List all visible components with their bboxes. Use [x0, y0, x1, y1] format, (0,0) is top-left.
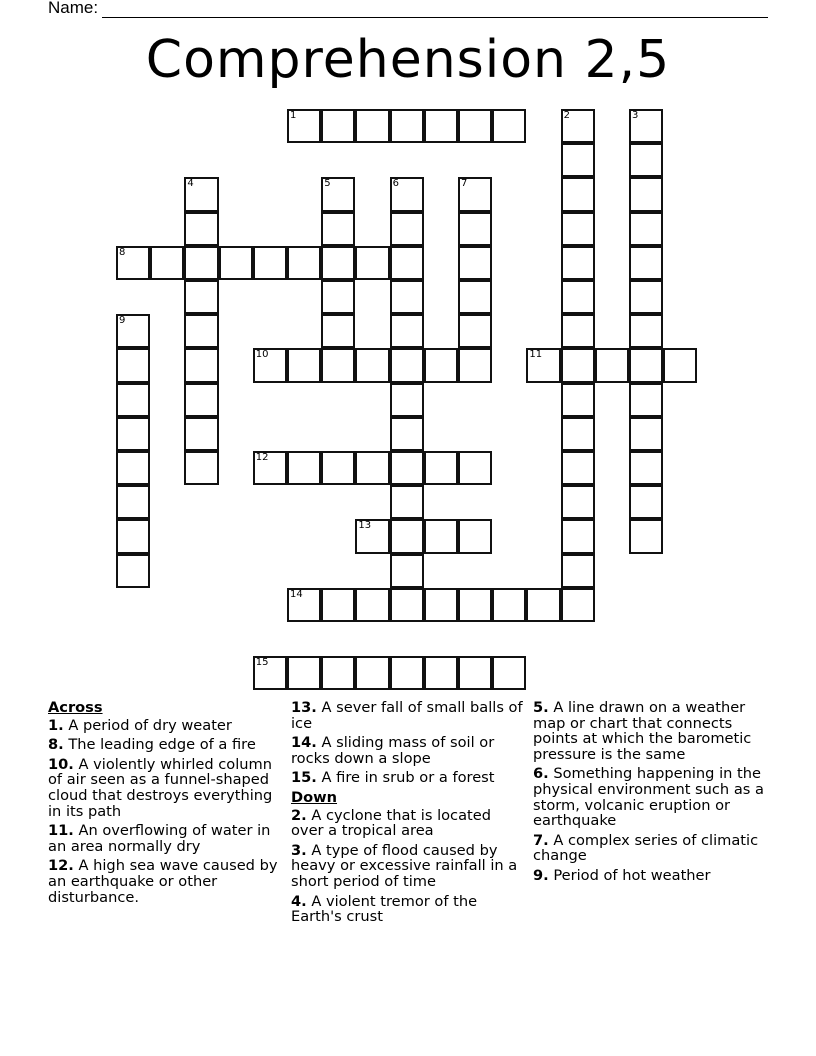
crossword-cell[interactable] — [424, 656, 458, 690]
crossword-cell[interactable] — [390, 417, 424, 451]
crossword-cell[interactable] — [595, 348, 629, 382]
crossword-cell[interactable] — [561, 588, 595, 622]
crossword-cell[interactable] — [321, 451, 355, 485]
crossword-cell[interactable] — [321, 588, 355, 622]
clue-number: 13 — [358, 520, 372, 532]
crossword-cell[interactable] — [355, 348, 389, 382]
crossword-cell[interactable] — [561, 451, 595, 485]
crossword-cell[interactable] — [629, 451, 663, 485]
clue-number: 10 — [255, 349, 269, 361]
crossword-cell[interactable] — [561, 177, 595, 211]
crossword-cell[interactable] — [561, 143, 595, 177]
crossword-cell[interactable] — [561, 109, 595, 143]
crossword-cell[interactable] — [492, 588, 526, 622]
clue-down-7: 7. A complex series of climatic change — [533, 831, 759, 865]
crossword-cell[interactable] — [253, 656, 287, 690]
crossword-cell[interactable] — [458, 519, 492, 553]
crossword-cell[interactable] — [355, 656, 389, 690]
crossword-cell[interactable] — [458, 588, 492, 622]
crossword-cell[interactable] — [390, 383, 424, 417]
crossword-cell[interactable] — [629, 109, 663, 143]
crossword-cell[interactable] — [561, 383, 595, 417]
crossword-cell[interactable] — [116, 314, 150, 348]
clue-number: 2 — [563, 110, 570, 121]
crossword-cell[interactable] — [116, 348, 150, 382]
across-heading: Across — [48, 699, 103, 716]
crossword-cell[interactable] — [390, 109, 424, 143]
crossword-cell[interactable] — [287, 656, 321, 690]
crossword-cell[interactable] — [287, 246, 321, 280]
crossword-cell[interactable] — [116, 519, 150, 553]
crossword-cell[interactable] — [663, 348, 697, 382]
crossword-cell[interactable] — [561, 212, 595, 246]
crossword-cell[interactable] — [458, 656, 492, 690]
crossword-cell[interactable] — [355, 451, 389, 485]
clue-number: 1 — [290, 110, 297, 121]
clues-column-1 — [48, 700, 283, 909]
clues-column-3 — [533, 700, 773, 888]
crossword-cell[interactable] — [321, 656, 355, 690]
clue-number: 7 — [461, 178, 468, 190]
clue-number: 3 — [632, 110, 639, 121]
crossword-cell[interactable] — [424, 348, 458, 382]
crossword-cell[interactable] — [424, 519, 458, 553]
clue-across-12: 12. A high sea wave caused by an earthquake or other disturbance. — [48, 857, 278, 906]
clue-down-6: 6. Something happening in the physical environment such as a storm, volcanic eruption or earthquake — [533, 765, 764, 830]
crossword-cell[interactable] — [287, 348, 321, 382]
crossword-cell[interactable] — [116, 451, 150, 485]
crossword-cell[interactable] — [355, 588, 389, 622]
crossword-cell[interactable] — [561, 246, 595, 280]
crossword-cell[interactable] — [321, 348, 355, 382]
crossword-cell[interactable] — [424, 109, 458, 143]
crossword-cell[interactable] — [561, 348, 595, 382]
crossword-cell[interactable] — [629, 383, 663, 417]
page-title: Comprehension 2,5 — [145, 30, 671, 90]
crossword-cell[interactable] — [150, 246, 184, 280]
clue-across-15: 15. A fire in srub or a forest — [291, 769, 495, 787]
clue-number: 15 — [255, 657, 269, 669]
clue-across-13: 13. A sever fall of small balls of ice — [291, 699, 523, 732]
crossword-cell[interactable] — [561, 314, 595, 348]
crossword-cell[interactable] — [321, 177, 355, 211]
crossword-cell[interactable] — [526, 588, 560, 622]
crossword-cell[interactable] — [458, 177, 492, 211]
clue-number: 8 — [119, 246, 126, 258]
clue-across-14: 14. A sliding mass of soil or rocks down a slope — [291, 734, 495, 767]
crossword-cell[interactable] — [253, 451, 287, 485]
crossword-cell[interactable] — [526, 348, 560, 382]
clue-down-5: 5. A line drawn on a weather map or chart that connects points at which the barometic pressure is the same — [533, 699, 752, 763]
clue-number: 14 — [290, 588, 303, 600]
crossword-cell[interactable] — [184, 348, 218, 382]
clue-number: 5 — [324, 178, 331, 190]
crossword-cell[interactable] — [116, 417, 150, 451]
crossword-cell[interactable] — [629, 212, 663, 246]
crossword-cell[interactable] — [184, 212, 218, 246]
crossword-cell[interactable] — [561, 417, 595, 451]
crossword-cell[interactable] — [219, 246, 253, 280]
crossword-cell[interactable] — [492, 109, 526, 143]
crossword-cell[interactable] — [184, 280, 218, 314]
crossword-cell[interactable] — [287, 588, 321, 622]
crossword-cell[interactable] — [321, 246, 355, 280]
crossword-cell[interactable] — [390, 212, 424, 246]
crossword-cell[interactable] — [355, 246, 389, 280]
crossword-cell[interactable] — [116, 554, 150, 588]
crossword-cell[interactable] — [390, 554, 424, 588]
crossword-cell[interactable] — [184, 314, 218, 348]
crossword-cell[interactable] — [390, 177, 424, 211]
crossword-cell[interactable] — [390, 314, 424, 348]
clue-across-10: 10. A violently whirled column of air seen as a funnel-shaped cloud that destroys everything in its path — [48, 755, 273, 820]
clue-number: 6 — [392, 178, 399, 190]
crossword-cell[interactable] — [629, 280, 663, 314]
crossword-cell[interactable] — [629, 143, 663, 177]
crossword-cell[interactable] — [321, 280, 355, 314]
crossword-cell[interactable] — [629, 177, 663, 211]
crossword-cell[interactable] — [424, 588, 458, 622]
crossword-cell[interactable] — [355, 519, 389, 553]
crossword-cell[interactable] — [390, 588, 424, 622]
crossword-cell[interactable] — [629, 348, 663, 382]
crossword-cell[interactable] — [458, 348, 492, 382]
clues-column-2 — [291, 700, 526, 929]
crossword-cell[interactable] — [184, 246, 218, 280]
crossword-cell[interactable] — [116, 246, 150, 280]
clue-number: 9 — [119, 315, 126, 327]
down-heading: Down — [291, 788, 338, 806]
clue-down-3: 3. A type of flood caused by heavy or excessive rainfall in a short period of time — [291, 841, 518, 890]
clue-across-11: 11. An overflowing of water in an area normally dry — [48, 822, 271, 855]
crossword-cell[interactable] — [390, 246, 424, 280]
crossword-cell[interactable] — [629, 485, 663, 519]
clue-down-9: 9. Period of hot weather — [533, 866, 711, 884]
crossword-cell[interactable] — [458, 246, 492, 280]
crossword-cell[interactable] — [390, 519, 424, 553]
clue-number: 12 — [255, 452, 269, 463]
crossword-cell[interactable] — [492, 656, 526, 690]
crossword-cell[interactable] — [561, 485, 595, 519]
crossword-cell[interactable] — [629, 417, 663, 451]
crossword-cell[interactable] — [561, 280, 595, 314]
crossword-cell[interactable] — [184, 383, 218, 417]
crossword-cell[interactable] — [287, 109, 321, 143]
clue-across-8: 8. The leading edge of a fire — [48, 736, 256, 754]
crossword-cell[interactable] — [390, 280, 424, 314]
crossword-cell[interactable] — [184, 177, 218, 211]
crossword-cell[interactable] — [629, 519, 663, 553]
crossword-cell[interactable] — [253, 348, 287, 382]
crossword-cell[interactable] — [390, 348, 424, 382]
name-label: Name: — [48, 0, 99, 17]
crossword-cell[interactable] — [629, 246, 663, 280]
crossword-cell[interactable] — [116, 383, 150, 417]
clue-number: 11 — [529, 349, 543, 361]
crossword-cell[interactable] — [458, 314, 492, 348]
clue-across-1: 1. A period of dry weater — [48, 716, 232, 734]
crossword-cell[interactable] — [561, 519, 595, 553]
crossword-cell[interactable] — [424, 451, 458, 485]
crossword-cell[interactable] — [287, 451, 321, 485]
clue-down-2: 2. A cyclone that is located over a tropical area — [291, 806, 491, 840]
crossword-cell[interactable] — [253, 246, 287, 280]
crossword-cell[interactable] — [321, 212, 355, 246]
crossword-cell[interactable] — [184, 417, 218, 451]
crossword-cell[interactable] — [561, 554, 595, 588]
crossword-cell[interactable] — [458, 109, 492, 143]
clue-number: 4 — [187, 178, 194, 190]
crossword-cell[interactable] — [184, 451, 218, 485]
crossword-cell[interactable] — [116, 485, 150, 519]
crossword-cell[interactable] — [458, 212, 492, 246]
clue-down-4: 4. A violent tremor of the Earth's crust — [291, 892, 478, 926]
crossword-cell[interactable] — [321, 109, 355, 143]
crossword-cell[interactable] — [458, 451, 492, 485]
crossword-cell[interactable] — [458, 280, 492, 314]
crossword-cell[interactable] — [355, 109, 389, 143]
crossword-cell[interactable] — [390, 485, 424, 519]
crossword-cell[interactable] — [321, 314, 355, 348]
crossword-cell[interactable] — [629, 314, 663, 348]
crossword-cell[interactable] — [390, 451, 424, 485]
crossword-cell[interactable] — [390, 656, 424, 690]
